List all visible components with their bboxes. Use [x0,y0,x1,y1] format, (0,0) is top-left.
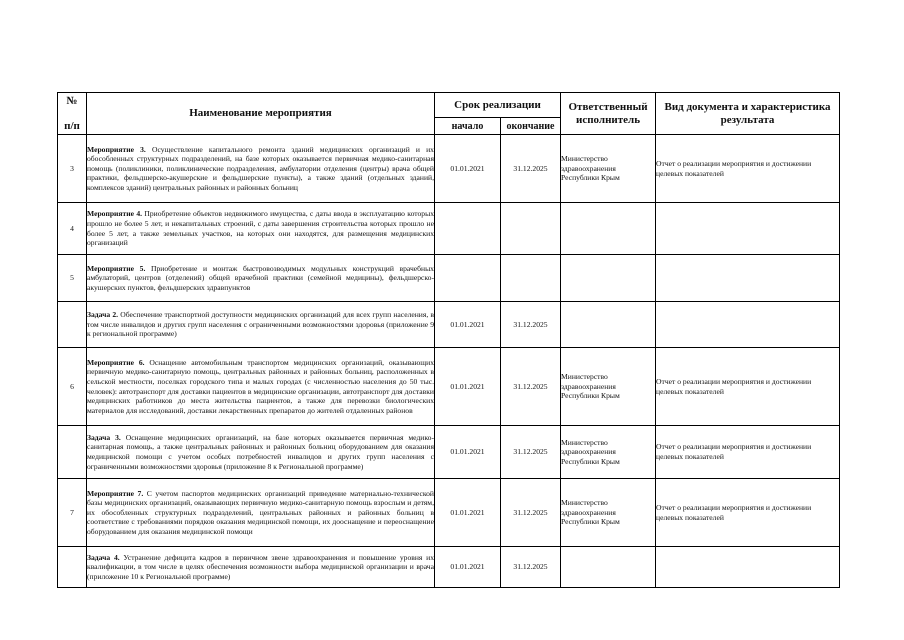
header-period: Срок реализации [435,93,561,118]
row-number: 5 [58,255,87,302]
table-row [58,426,840,479]
header-end: окончание [501,118,561,135]
row-number: 7 [58,479,87,547]
row-label: Мероприятие 3. [87,144,146,154]
row-text: Устранение дефицита кадров в первичном звене здравоохранения и повышение уровня их квалификации, в том числе в целях обеспечения возможности выбора медицинской организации и врача (приложение 10 к Региональной программе) [87,552,434,581]
row-text: Обеспечение транспортной доступности медицинских организаций для всех групп населения, в том числе инвалидов и других групп населения с ограниченными возможностями здоровья (приложение 9 к региональной программе) [87,310,435,339]
row-title [87,302,435,348]
row-title [87,348,435,426]
table-row [58,302,840,348]
row-start-date [435,203,501,255]
row-label: Мероприятие 5. [87,263,146,273]
row-number [58,547,87,588]
row-result [656,203,840,255]
row-end-date: 31.12.2025 [501,426,561,479]
table-row [58,203,840,255]
row-title [87,203,435,255]
row-number: 3 [58,135,87,203]
row-start-date [435,255,501,302]
row-text: Приобретение и монтаж быстровозводимых модульных конструкций врачебных амбулаторий, центров (отделений) общей врачебной практики (семейной медицины), фельдшерско-акушерских пунктов, фельдшерских здравпунктов [87,263,434,292]
row-title [87,135,435,203]
row-number [58,426,87,479]
row-executor [561,203,656,255]
row-start-date: 01.01.2021 [435,348,501,426]
table-row [58,547,840,588]
table-row [58,255,840,302]
header-executor: Ответственный исполнитель [561,93,656,135]
header-num-bottom: п/п [64,119,80,132]
row-result: Отчет о реализации мероприятия и достижении целевых показателей [656,135,840,203]
row-executor: Министерство здравоохранения Республики Крым [561,348,656,426]
row-end-date: 31.12.2025 [501,135,561,203]
row-number: 4 [58,203,87,255]
row-end-date: 31.12.2025 [501,547,561,588]
table-row [58,348,840,426]
row-result [656,255,840,302]
row-start-date: 01.01.2021 [435,302,501,348]
row-executor: Министерство здравоохранения Республики Крым [561,135,656,203]
row-end-date [501,255,561,302]
row-number [58,302,87,348]
table-row [58,135,840,203]
row-executor [561,547,656,588]
row-executor [561,302,656,348]
row-text: Осуществление капитального ремонта зданий медицинских организаций и их обособленных структурных подразделений, на базе которых оказывается первичная медико-санитарная помощь (поликлиники, поликлинические подразделения, амбулатории отделения (центры) врача общей практики, фельдшерско-акушерские и фельдшерские пункты), а также зданий (отдельных зданий, комплексов зданий) центральных районных и районных больниц [87,144,434,192]
row-result: Отчет о реализации мероприятия и достижении целевых показателей [656,348,840,426]
row-result [656,547,840,588]
row-label: Задача 4. [87,552,120,562]
plan-table [57,92,840,588]
row-end-date: 31.12.2025 [501,348,561,426]
row-label: Задача 3. [87,432,121,442]
row-executor [561,255,656,302]
row-end-date [501,203,561,255]
row-label: Мероприятие 6. [87,357,145,367]
row-executor: Министерство здравоохранения Республики Крым [561,479,656,547]
row-end-date: 31.12.2025 [501,479,561,547]
table-row [58,479,840,547]
table-header-row [58,93,840,118]
row-executor: Министерство здравоохранения Республики Крым [561,426,656,479]
row-text: Оснащение медицинских организаций, на базе которых оказывается первичная медико-санитарная помощь, а также центральных районных и районных больниц оборудованием для оказания медицинской помощи с учетом особых потребностей инвалидов и других групп населения с ограниченными возможностями здоровья (приложение 8 к Региональной программе) [87,432,434,471]
row-result: Отчет о реализации мероприятия и достижении целевых показателей [656,426,840,479]
row-text: С учетом паспортов медицинских организаций приведение материально-технической базы медицинских организаций, оказывающих первичную медико-санитарную помощь взрослым и детям, их обособленных структурных подразделений, центральных районных и районных больниц в соответствие с требованиями порядков оказания медицинской помощи, их дооснащение и переоснащение оборудованием для оказания медицинской помощи [87,488,434,536]
row-label: Мероприятие 4. [87,209,143,219]
row-start-date: 01.01.2021 [435,547,501,588]
header-result: Вид документа и характеристика результата [656,93,840,135]
row-title [87,255,435,302]
row-title [87,479,435,547]
row-label: Задача 2. [87,310,119,320]
row-result: Отчет о реализации мероприятия и достижении целевых показателей [656,479,840,547]
row-result [656,302,840,348]
row-start-date: 01.01.2021 [435,135,501,203]
row-start-date: 01.01.2021 [435,426,501,479]
row-end-date: 31.12.2025 [501,302,561,348]
row-title [87,547,435,588]
header-start: начало [435,118,501,135]
header-name: Наименование мероприятия [87,93,435,135]
row-text: Оснащение автомобильным транспортом медицинских организаций, оказывающих первичную медико-санитарную помощь, центральных районных и районных больниц, расположенных в сельской местности, поселках городского типа и малых городах (с численностью населения до 50 тыс. человек): автотранспорт для доставки пациентов в медицинские организации, автотранспорт для доставки медицинских работников до места жительства пациентов, а также для перевозки биологических материалов для исследований, доставки лекарственных препаратов до жителей отдаленных районов [87,357,434,415]
row-number: 6 [58,348,87,426]
row-text: Приобретение объектов недвижимого имущества, с даты ввода в эксплуатацию которых прошло не более 5 лет, и некапитальных строений, с даты завершения строительства которых прошло не более 5 лет, а также земельных участков, на которых они находятся, для размещения медицинских организаций [87,209,434,248]
header-num-top: № [66,94,78,107]
row-title [87,426,435,479]
header-num [58,93,87,135]
row-start-date: 01.01.2021 [435,479,501,547]
row-label: Мероприятие 7. [87,488,144,498]
